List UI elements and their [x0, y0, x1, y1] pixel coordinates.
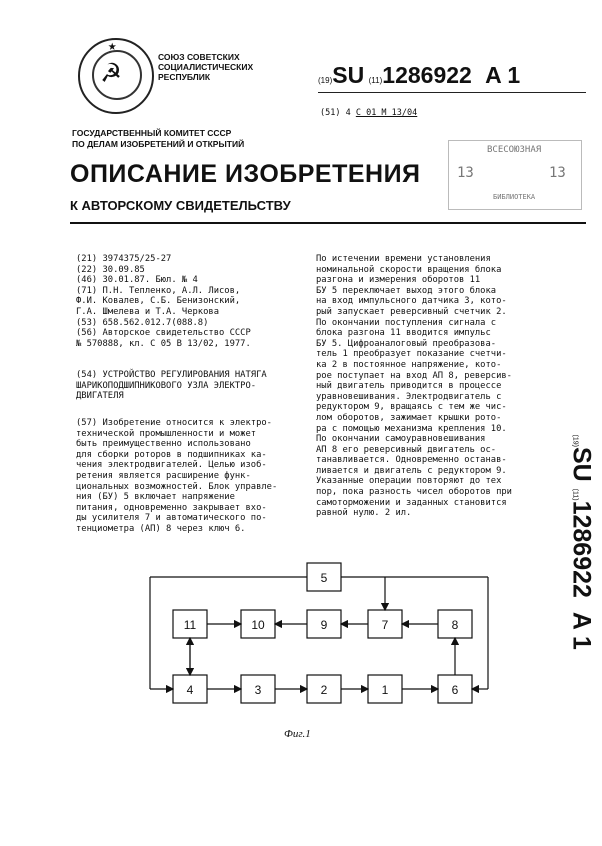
star-icon: ★: [108, 38, 117, 54]
block-diagram: [140, 555, 510, 725]
description-text: По истечении времени установления номинальной скорости вращения блока разгона и измерения оборотов 11 БУ 5 переключает выход этого блока на вход импульсного датчика 3, кото- рый запускает реверсивный счетчик 2. По окончании поступления сигнала с блока разгона 11 вводится импульс БУ 5. Цифроаналоговый преобразова- тель 1 преобразует показание счетчи- ка 2 в постоянное напряжение, кото- рое поступает на вход АП 8, реверсив- ный двигатель приводится в процессе уравновешивания. Электродвигатель с редуктором 9, вращаясь с тем же чис- лом оборотов, зажимает крышки рото- ра с помощью механизма крепления 10. По окончании самоуравновешивания АП 8 его реверсивный двигатель ос- танавливается. Одновременно останав- ливается и двигатель с редуктором 9. Указанные операции повторяют до тех пор, пока разность чисел оборотов при самоторможении и заданных становится равной нулю. 2 ил.: [316, 254, 512, 519]
block-3-label: 3: [254, 683, 262, 697]
block-6-label: 6: [451, 683, 459, 697]
abstract: (57) Изобретение относится к электро- технической промышленности и может быть преимущественно использовано для сборки роторов в подшипниках ка- чения электродвигателей. Целью изоб- ретения является расширение функ- циональных возможностей. Блок управле- ния (БУ) 5 включает напряжение питания, одновременно закрывает вхо- ды усилителя 7 и автоматического по- тенциометра (АП) 8 через ключ 6.: [76, 418, 278, 534]
block-4-label: 4: [186, 683, 194, 697]
committee-name: ГОСУДАРСТВЕННЫЙ КОМИТЕТ СССР ПО ДЕЛАМ ИЗОБРЕТЕНИЙ И ОТКРЫТИЙ: [72, 128, 245, 149]
title-divider: [70, 222, 586, 224]
invention-title: (54) УСТРОЙСТВО РЕГУЛИРОВАНИЯ НАТЯГА ШАРИКОПОДШИПНИКОВОГО УЗЛА ЭЛЕКТРО- ДВИГАТЕЛЯ: [76, 370, 267, 402]
country-name: СОЮЗ СОВЕТСКИХ СОЦИАЛИСТИЧЕСКИХ РЕСПУБЛИК: [158, 52, 254, 82]
block-7-label: 7: [381, 618, 389, 632]
block-10-label: 10: [251, 618, 265, 632]
block-8-label: 8: [451, 618, 459, 632]
publication-number: (19)SU (11)1286922 A 1: [318, 62, 521, 88]
figure-caption: Фиг.1: [284, 728, 311, 740]
library-stamp: ВСЕСОЮЗНАЯ 13 13 БИБЛИОТЕКА: [448, 140, 582, 210]
block-9-label: 9: [320, 618, 328, 632]
block-2-label: 2: [320, 683, 328, 697]
divider: [318, 92, 586, 93]
block-5-label: 5: [320, 571, 328, 585]
bibliographic-data: (21) 3974375/25-27 (22) 30.09.85 (46) 30.01.87. Бюл. № 4 (71) П.Н. Тепленко, А.Л. Лисов, Ф.И. Ковалев, С.Б. Бенизонский, Г.А. Шмелева и Т.А. Черкова (53) 658.562.012.7(088.8) (56) Авторское свидетельство СССР № 570888, кл. С 05 В 13/02, 1977.: [76, 254, 251, 349]
hammer-sickle-icon: ☭: [102, 55, 121, 90]
ipc-classification: (51) 4 С 01 М 13/04: [320, 108, 418, 118]
side-patent-number: (19)SU (11)1286922 A 1: [567, 434, 596, 650]
block-1-label: 1: [381, 683, 389, 697]
block-11-label: 11: [183, 618, 197, 632]
document-subtitle: К АВТОРСКОМУ СВИДЕТЕЛЬСТВУ: [70, 198, 291, 213]
document-title: ОПИСАНИЕ ИЗОБРЕТЕНИЯ: [70, 160, 421, 188]
ussr-emblem: [78, 38, 154, 114]
